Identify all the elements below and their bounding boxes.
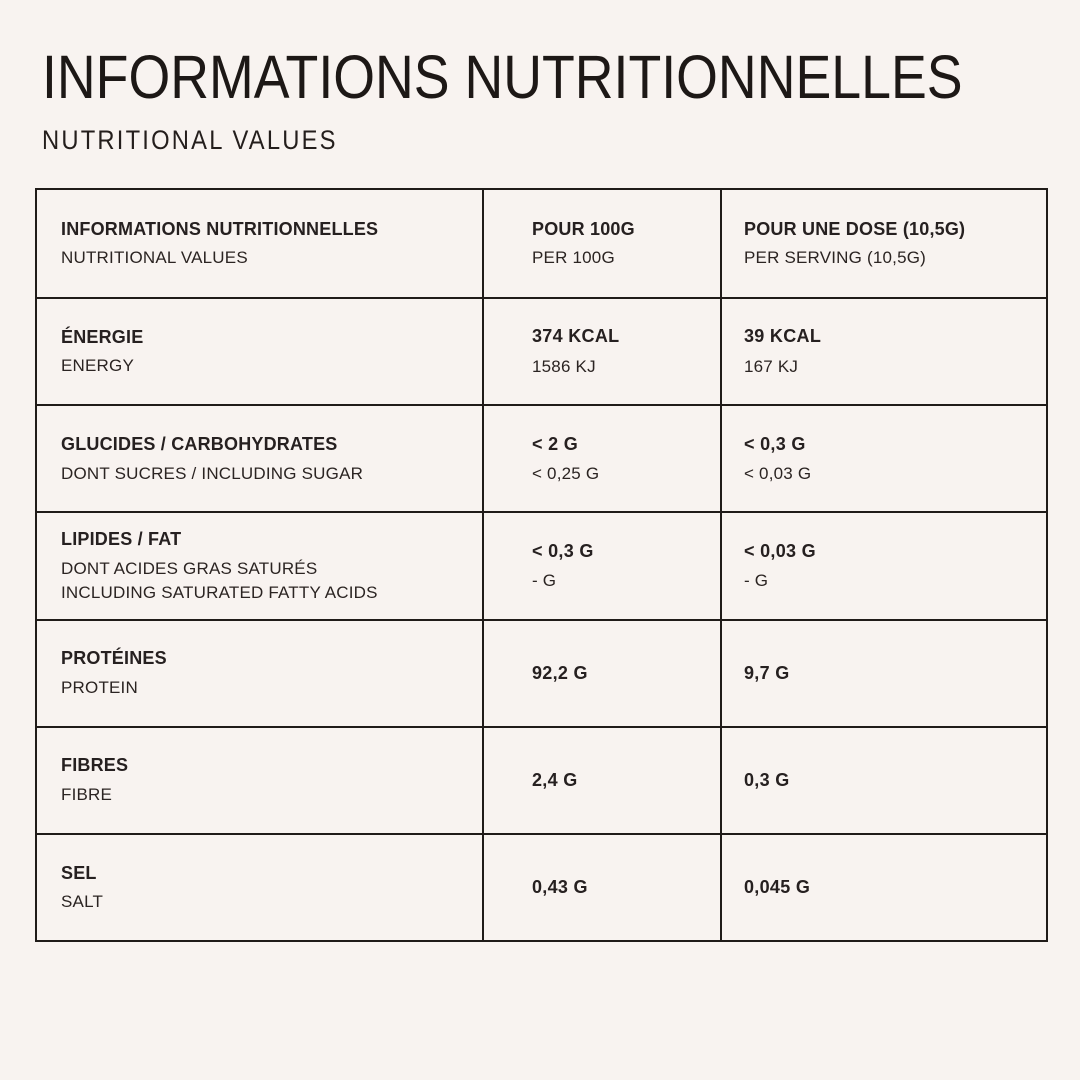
nutrient-label: SEL bbox=[61, 862, 97, 883]
page-title: INFORMATIONS NUTRITIONNELLES bbox=[42, 43, 963, 111]
per-serving-cell bbox=[720, 835, 1046, 940]
header-label-subtitle: NUTRITIONAL VALUES bbox=[61, 248, 248, 268]
nutrient-sublabel: SALT bbox=[61, 892, 104, 912]
per-serving-subvalue: - G bbox=[744, 571, 769, 591]
per-serving-cell bbox=[720, 299, 1046, 404]
per-100g-value: 374 KCAL bbox=[532, 326, 620, 347]
nutrient-sublabel-line2: INCLUDING SATURATED FATTY ACIDS bbox=[61, 582, 378, 602]
per-100g-value: < 2 G bbox=[532, 433, 579, 454]
table-row-fibre bbox=[37, 726, 1046, 833]
per-serving-value: 0,045 G bbox=[744, 877, 811, 898]
nutrient-sublabel: PROTEIN bbox=[61, 677, 138, 697]
nutrient-cell bbox=[37, 835, 482, 940]
nutrient-label: LIPIDES / FAT bbox=[61, 529, 182, 550]
per-100g-value: 92,2 G bbox=[532, 662, 588, 683]
per-serving-subvalue: < 0,03 G bbox=[744, 464, 812, 484]
per-100g-subvalue: 1586 KJ bbox=[532, 356, 596, 376]
per-serving-cell bbox=[720, 513, 1046, 618]
per-serving-value: < 0,3 G bbox=[744, 433, 806, 454]
table-row-salt bbox=[37, 833, 1046, 940]
per-100g-value: < 0,3 G bbox=[532, 540, 594, 561]
header-cell-per-serving bbox=[720, 190, 1046, 297]
per-serving-subvalue: 167 KJ bbox=[744, 356, 799, 376]
header-cell-per-100g bbox=[482, 190, 720, 297]
nutrient-cell bbox=[37, 728, 482, 833]
nutrient-sublabel: FIBRE bbox=[61, 784, 113, 804]
per-100g-cell bbox=[482, 621, 720, 726]
per-serving-value: 39 KCAL bbox=[744, 326, 822, 347]
table-row-protein bbox=[37, 619, 1046, 726]
per-serving-cell bbox=[720, 728, 1046, 833]
per-100g-cell bbox=[482, 299, 720, 404]
per-serving-cell bbox=[720, 406, 1046, 511]
nutrient-cell bbox=[37, 513, 482, 618]
table-row-carbohydrates bbox=[37, 404, 1046, 511]
header-per-100g-title: POUR 100G bbox=[532, 218, 635, 239]
per-serving-value: 9,7 G bbox=[744, 662, 790, 683]
per-100g-value: 2,4 G bbox=[532, 770, 578, 791]
per-100g-cell bbox=[482, 728, 720, 833]
per-serving-value: 0,3 G bbox=[744, 770, 790, 791]
header-per-serving-subtitle: PER SERVING (10,5G) bbox=[744, 248, 927, 268]
nutrient-cell bbox=[37, 621, 482, 726]
header-cell-label bbox=[37, 190, 482, 297]
per-serving-value: < 0,03 G bbox=[744, 540, 816, 561]
header-per-serving-title: POUR UNE DOSE (10,5G) bbox=[744, 218, 966, 239]
header-label-title: INFORMATIONS NUTRITIONNELLES bbox=[61, 218, 379, 239]
nutrient-sublabel: DONT SUCRES / INCLUDING SUGAR bbox=[61, 463, 364, 483]
nutrient-label: ÉNERGIE bbox=[61, 326, 144, 347]
table-row-fat bbox=[37, 511, 1046, 618]
per-100g-subvalue: - G bbox=[532, 571, 557, 591]
per-100g-value: 0,43 G bbox=[532, 877, 588, 898]
nutrient-label: PROTÉINES bbox=[61, 648, 167, 669]
nutrient-sublabel: DONT ACIDES GRAS SATURÉS bbox=[61, 558, 318, 578]
table-header-row bbox=[37, 190, 1046, 297]
nutrient-label: FIBRES bbox=[61, 755, 129, 776]
per-100g-cell bbox=[482, 835, 720, 940]
per-100g-subvalue: < 0,25 G bbox=[532, 464, 600, 484]
page-header bbox=[42, 43, 1080, 156]
nutrient-cell bbox=[37, 299, 482, 404]
nutrient-cell bbox=[37, 406, 482, 511]
nutrient-sublabel: ENERGY bbox=[61, 356, 134, 376]
per-100g-cell bbox=[482, 406, 720, 511]
nutrient-label: GLUCIDES / CARBOHYDRATES bbox=[61, 434, 338, 455]
header-per-100g-subtitle: PER 100G bbox=[532, 248, 615, 268]
page-subtitle: NUTRITIONAL VALUES bbox=[42, 125, 338, 155]
per-serving-cell bbox=[720, 621, 1046, 726]
per-100g-cell bbox=[482, 513, 720, 618]
table-row-energy bbox=[37, 297, 1046, 404]
nutrition-table bbox=[35, 188, 1048, 942]
